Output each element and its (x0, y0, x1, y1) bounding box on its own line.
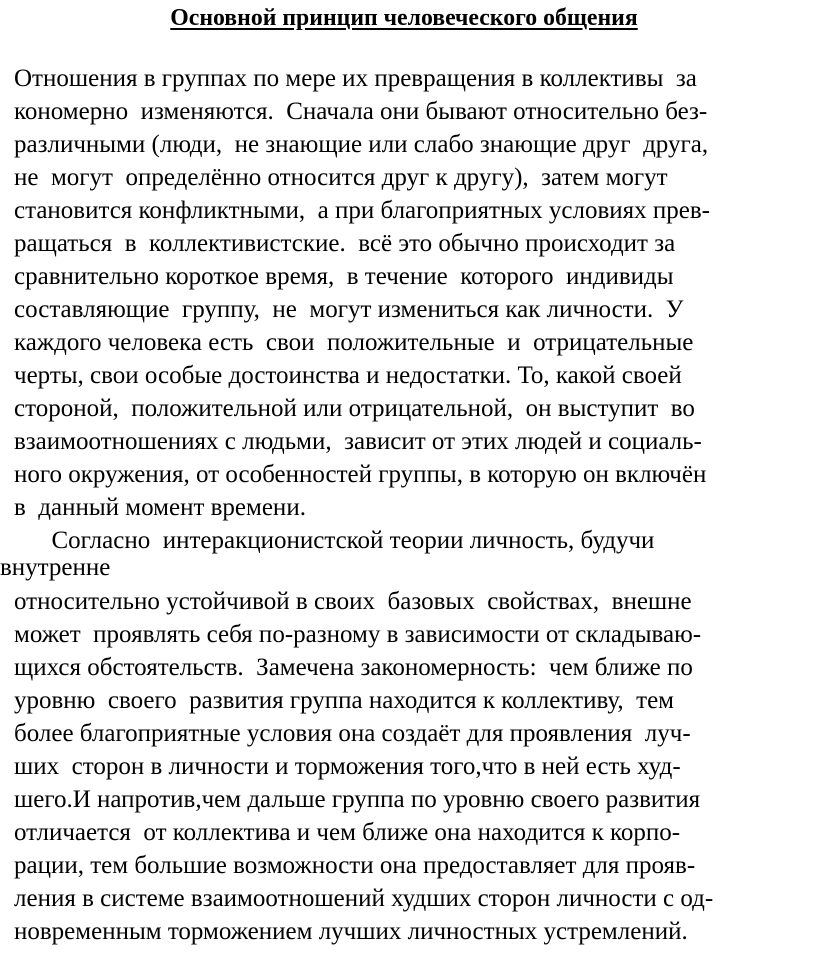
text-line: кономерно изменяются. Сначала они бывают относительно без- (14, 98, 708, 125)
text-line: ращаться в коллективистские. всё это обычно происходит за (14, 230, 676, 257)
text-line: ления в системе взаимоотношений худших сторон личности с од- (14, 885, 714, 912)
text-line: внутренне (0, 554, 111, 581)
text-line: щихся обстоятельств. Замечена закономерность: чем ближе по (14, 654, 693, 681)
text-line: взаимоотношениях с людьми, зависит от этих людей и социаль- (14, 428, 702, 455)
text-line: ших сторон в личности и торможения того,что в ней есть худ- (14, 753, 681, 780)
document-title: Основной принцип человеческого общения (170, 5, 638, 31)
text-line: Согласно интеракционистской теории личность, будучи (14, 527, 655, 554)
text-line: различными (люди, не знающие или слабо знающие друг друга, (14, 131, 709, 158)
text-line: более благоприятные условия она создаёт для проявления луч- (14, 720, 691, 747)
text-line: сравнительно короткое время, в течение которого индивиды (14, 263, 674, 290)
text-line: в данный момент времени. (14, 494, 306, 521)
text-line: шего.И напротив,чем дальше группа по уровню своего развития (14, 786, 701, 813)
text-line: отличается от коллектива и чем ближе она находится к корпо- (14, 819, 681, 846)
text-line: новременным торможением лучших личностных устремлений. (14, 918, 688, 945)
text-line: черты, свои особые достоинства и недостатки. То, какой своей (14, 362, 682, 389)
text-line: ного окружения, от особенностей группы, в которую он включён (14, 461, 707, 488)
text-line: уровню своего развития группа находится к коллективу, тем (14, 687, 674, 714)
text-line: не могут определённо относится друг к другу), затем могут (14, 164, 668, 191)
text-line: стороной, положительной или отрицательной, он выступит во (14, 395, 695, 422)
text-line: каждого человека есть свои положительные и отрицательные (14, 329, 694, 356)
text-line: рации, тем большие возможности она предоставляет для прояв- (14, 852, 696, 879)
text-line: может проявлять себя по-разному в зависимости от складываю- (14, 621, 702, 648)
text-line: относительно устойчивой в своих базовых свойствах, внешне (14, 588, 692, 615)
text-line: становится конфликтными, а при благоприятных условиях прев- (14, 197, 710, 224)
text-line: Отношения в группах по мере их превращения в коллективы за (14, 65, 697, 92)
text-line: составляющие группу, не могут измениться как личности. У (14, 296, 684, 323)
